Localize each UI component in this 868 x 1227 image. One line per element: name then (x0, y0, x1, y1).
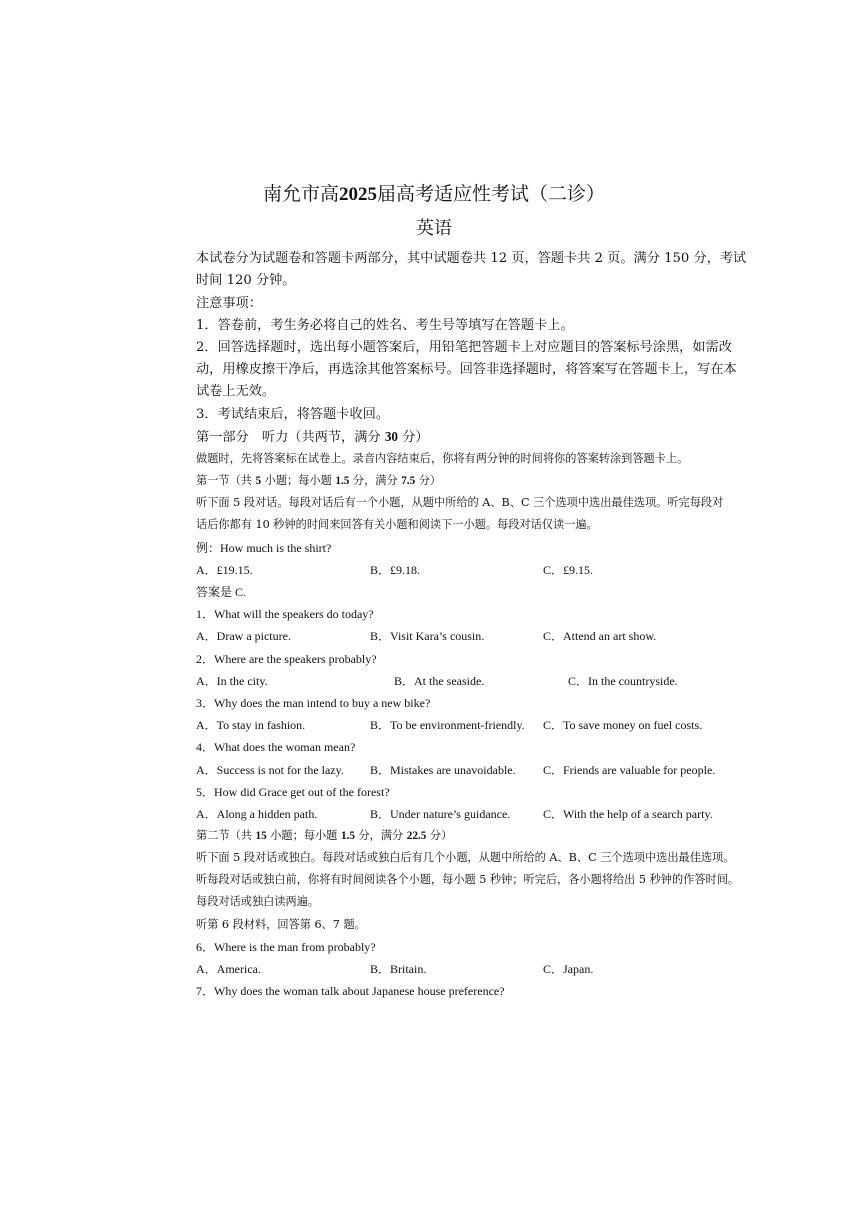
question-6-option-b: B．Britain. (370, 962, 427, 976)
section1-instruction-line-1: 听下面 5 段对话。每段对话后有一个小题，从题中所给的 A、B、C 三个选项中选出最佳选项。听完每段对 (196, 496, 724, 509)
section1-instruction-line-2: 话后你都有 10 秒钟的时间来回答有关小题和阅读下一小题。每段对话仅读一遍。 (196, 518, 598, 531)
question-5-option-c: C．With the help of a search party. (543, 807, 713, 821)
note-item-2-line-2: 动，用橡皮擦干净后，再选涂其他答案标号。回答非选择题时，将答案写在答题卡上，写在本 (196, 362, 737, 377)
question-4-option-a: A．Success is not for the lazy. (196, 763, 344, 777)
part1-instruction: 做题时，先将答案标在试卷上。录音内容结束后，你将有两分钟的时间将你的答案转涂到答题卡上。 (196, 452, 689, 465)
exam-title: 南允市高2025届高考适应性考试（二诊） (262, 183, 606, 205)
subject-title: 英语 (416, 218, 452, 239)
note-item-3: 3．考试结束后，将答题卡收回。 (196, 407, 390, 422)
question-2: 2．Where are the speakers probably? (196, 652, 377, 666)
question-1-option-a: A．Draw a picture. (196, 629, 291, 643)
section2-instruction-line-3: 每段对话或独白读两遍。 (196, 895, 320, 908)
example-option-b: B．£9.18. (370, 563, 421, 577)
material-6-heading: 听第 6 段材料，回答第 6、7 题。 (196, 918, 366, 931)
question-4-option-b: B．Mistakes are unavoidable. (370, 763, 516, 777)
example-option-a: A．£19.15. (196, 563, 253, 577)
section2-instruction-line-1: 听下面 5 段对话或独白。每段对话或独白后有几个小题，从题中所给的 A、B、C 三个选项中选出最佳选项。 (196, 851, 735, 864)
question-6-option-a: A．America. (196, 962, 261, 976)
question-3: 3．Why does the man intend to buy a new bike? (196, 696, 431, 710)
intro-line-2: 时间 120 分钟。 (196, 273, 296, 288)
note-item-2-line-3: 试卷上无效。 (196, 384, 276, 399)
question-1-option-b: B．Visit Kara’s cousin. (370, 629, 485, 643)
section1-heading: 第一节（共 5 小题；每小题 1.5 分，满分 7.5 分） (196, 474, 442, 487)
question-2-option-a: A．In the city. (196, 674, 268, 688)
part1-heading: 第一部分 听力（共两节，满分 30 分） (196, 429, 429, 445)
question-6-option-c: C．Japan. (543, 962, 594, 976)
notes-heading: 注意事项： (196, 296, 262, 311)
example-question: 例：How much is the shirt? (196, 541, 332, 555)
question-1: 1．What will the speakers do today? (196, 607, 374, 621)
question-5-option-a: A．Along a hidden path. (196, 807, 318, 821)
question-3-option-a: A．To stay in fashion. (196, 718, 306, 732)
question-3-option-b: B．To be environment-friendly. (370, 718, 525, 732)
question-2-option-c: C．In the countryside. (568, 674, 678, 688)
section2-instruction-line-2: 听每段对话或独白前，你将有时间阅读各个小题，每小题 5 秒钟；听完后，各小题将给出 5 秒钟的作答时间。 (196, 873, 740, 886)
question-6: 6．Where is the man from probably? (196, 940, 376, 954)
question-5-option-b: B．Under nature’s guidance. (370, 807, 511, 821)
question-3-option-c: C．To save money on fuel costs. (543, 718, 703, 732)
question-4: 4．What does the woman mean? (196, 740, 356, 754)
note-item-2-line-1: 2．回答选择题时，选出每小题答案后，用铅笔把答题卡上对应题目的答案标号涂黑，如需改 (196, 340, 732, 355)
question-4-option-c: C．Friends are valuable for people. (543, 763, 716, 777)
example-answer: 答案是 C. (196, 585, 247, 599)
question-7: 7．Why does the woman talk about Japanese house preference? (196, 984, 505, 998)
question-2-option-b: B．At the seaside. (394, 674, 485, 688)
intro-line-1: 本试卷分为试题卷和答题卡两部分，其中试题卷共 12 页，答题卡共 2 页。满分 150 分，考试 (196, 251, 747, 266)
example-option-c: C．£9.15. (543, 563, 594, 577)
section2-heading: 第二节（共 15 小题；每小题 1.5 分，满分 22.5 分） (196, 829, 453, 842)
question-5: 5．How did Grace get out of the forest? (196, 785, 390, 799)
note-item-1: 1．答卷前，考生务必将自己的姓名、考生号等填写在答题卡上。 (196, 318, 574, 333)
question-1-option-c: C．Attend an art show. (543, 629, 657, 643)
